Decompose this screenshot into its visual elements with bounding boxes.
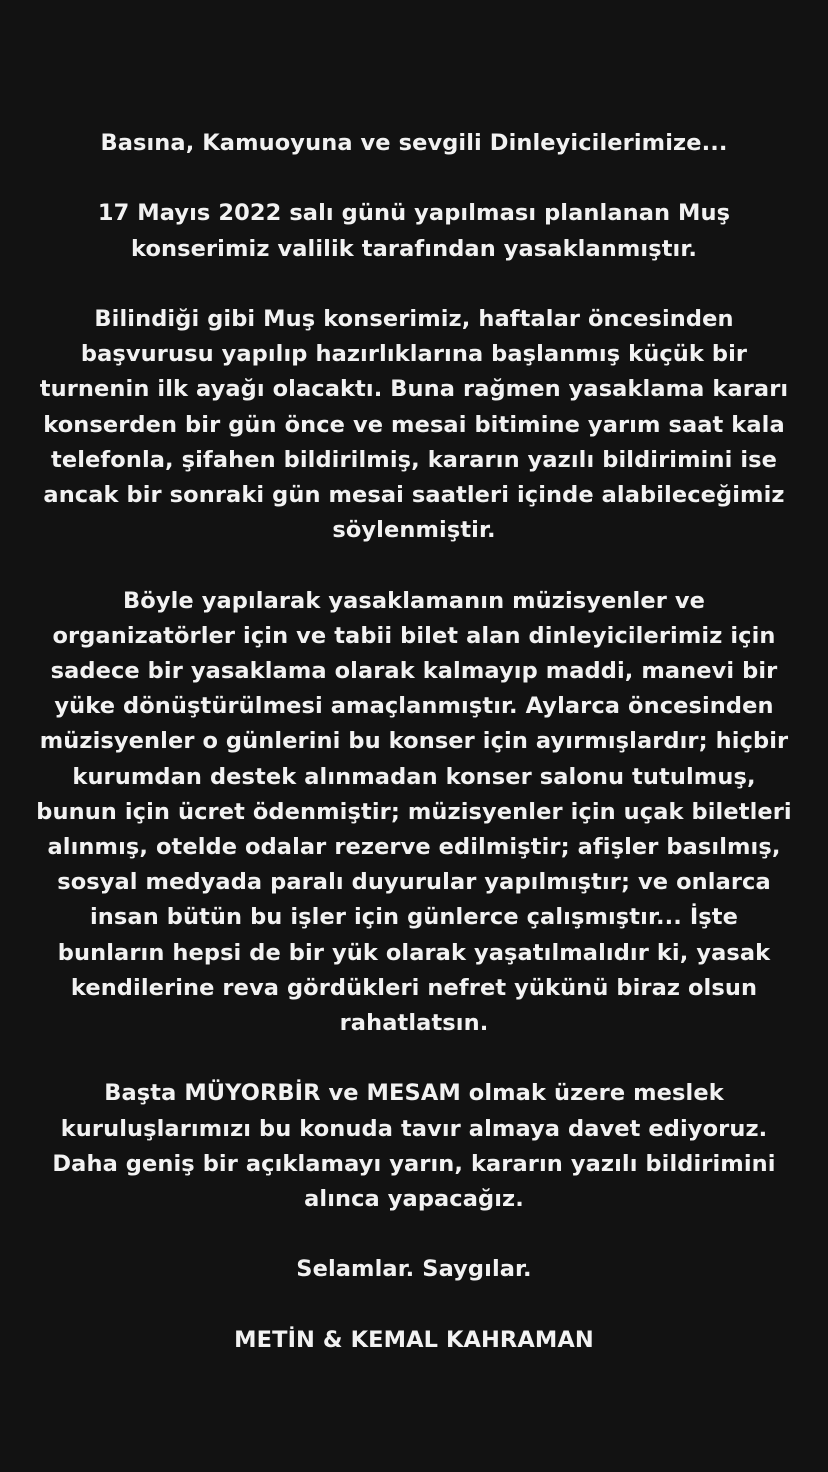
paragraph-consequences: Böyle yapılarak yasaklamanın müzisyenler ve organizatörler için ve tabii bilet alan dinleyicilerimiz için sadece bir yasaklama olarak kalmayıp maddi, manevi bir yüke dönüştürülmesi amaçlanmıştır. Aylarca öncesinden müzisyenler o günlerini bu konser için ayırmışlardır; hiçbir kurumdan destek alınmadan konser salonu tutulmuş, bunun için ücret ödenmiştir; müzisyenler için uçak biletleri alınmış, otelde odalar rezerve edilmiştir; afişler basılmış, sosyal medyada paralı duyurular yapılmıştır; ve onlarca insan bütün bu işler için günlerce çalışmıştır... İşte bunların hepsi de bir yük olarak yaşatılmalıdır ki, yasak kendilerine reva gördükleri nefret yükünü biraz olsun rahatlatsın. — [36, 587, 792, 1037]
signature: METİN & KEMAL KAHRAMAN — [234, 1326, 594, 1353]
paragraph-call-to-action: Başta MÜYORBİR ve MESAM olmak üzere meslek kuruluşlarımızı bu konuda tavır almaya davet ediyoruz. Daha geniş bir açıklamayı yarın, kararın yazılı bildirimini alınca yapacağız. — [52, 1080, 776, 1213]
paragraph-concert-ban: 17 Mayıs 2022 salı günü yapılması planlanan Muş konserimiz valilik tarafından yasaklanmıştır. — [97, 200, 731, 262]
closing: Selamlar. Saygılar. — [296, 1256, 532, 1283]
statement-text — [0, 126, 828, 1393]
paragraph-background: Bilindiği gibi Muş konserimiz, haftalar öncesinden başvurusu yapılıp hazırlıklarına başlanmış küçük bir turnenin ilk ayağı olacaktı. Buna rağmen yasaklama kararı konserden bir gün önce ve mesai bitimine yarım saat kala telefonla, şifahen bildirilmiş, kararın yazılı bildirimini ise ancak bir sonraki gün mesai saatleri içinde alabileceğimiz söylenmiştir. — [39, 305, 789, 544]
greeting: Basına, Kamuoyuna ve sevgili Dinleyicilerimize... — [100, 130, 728, 156]
